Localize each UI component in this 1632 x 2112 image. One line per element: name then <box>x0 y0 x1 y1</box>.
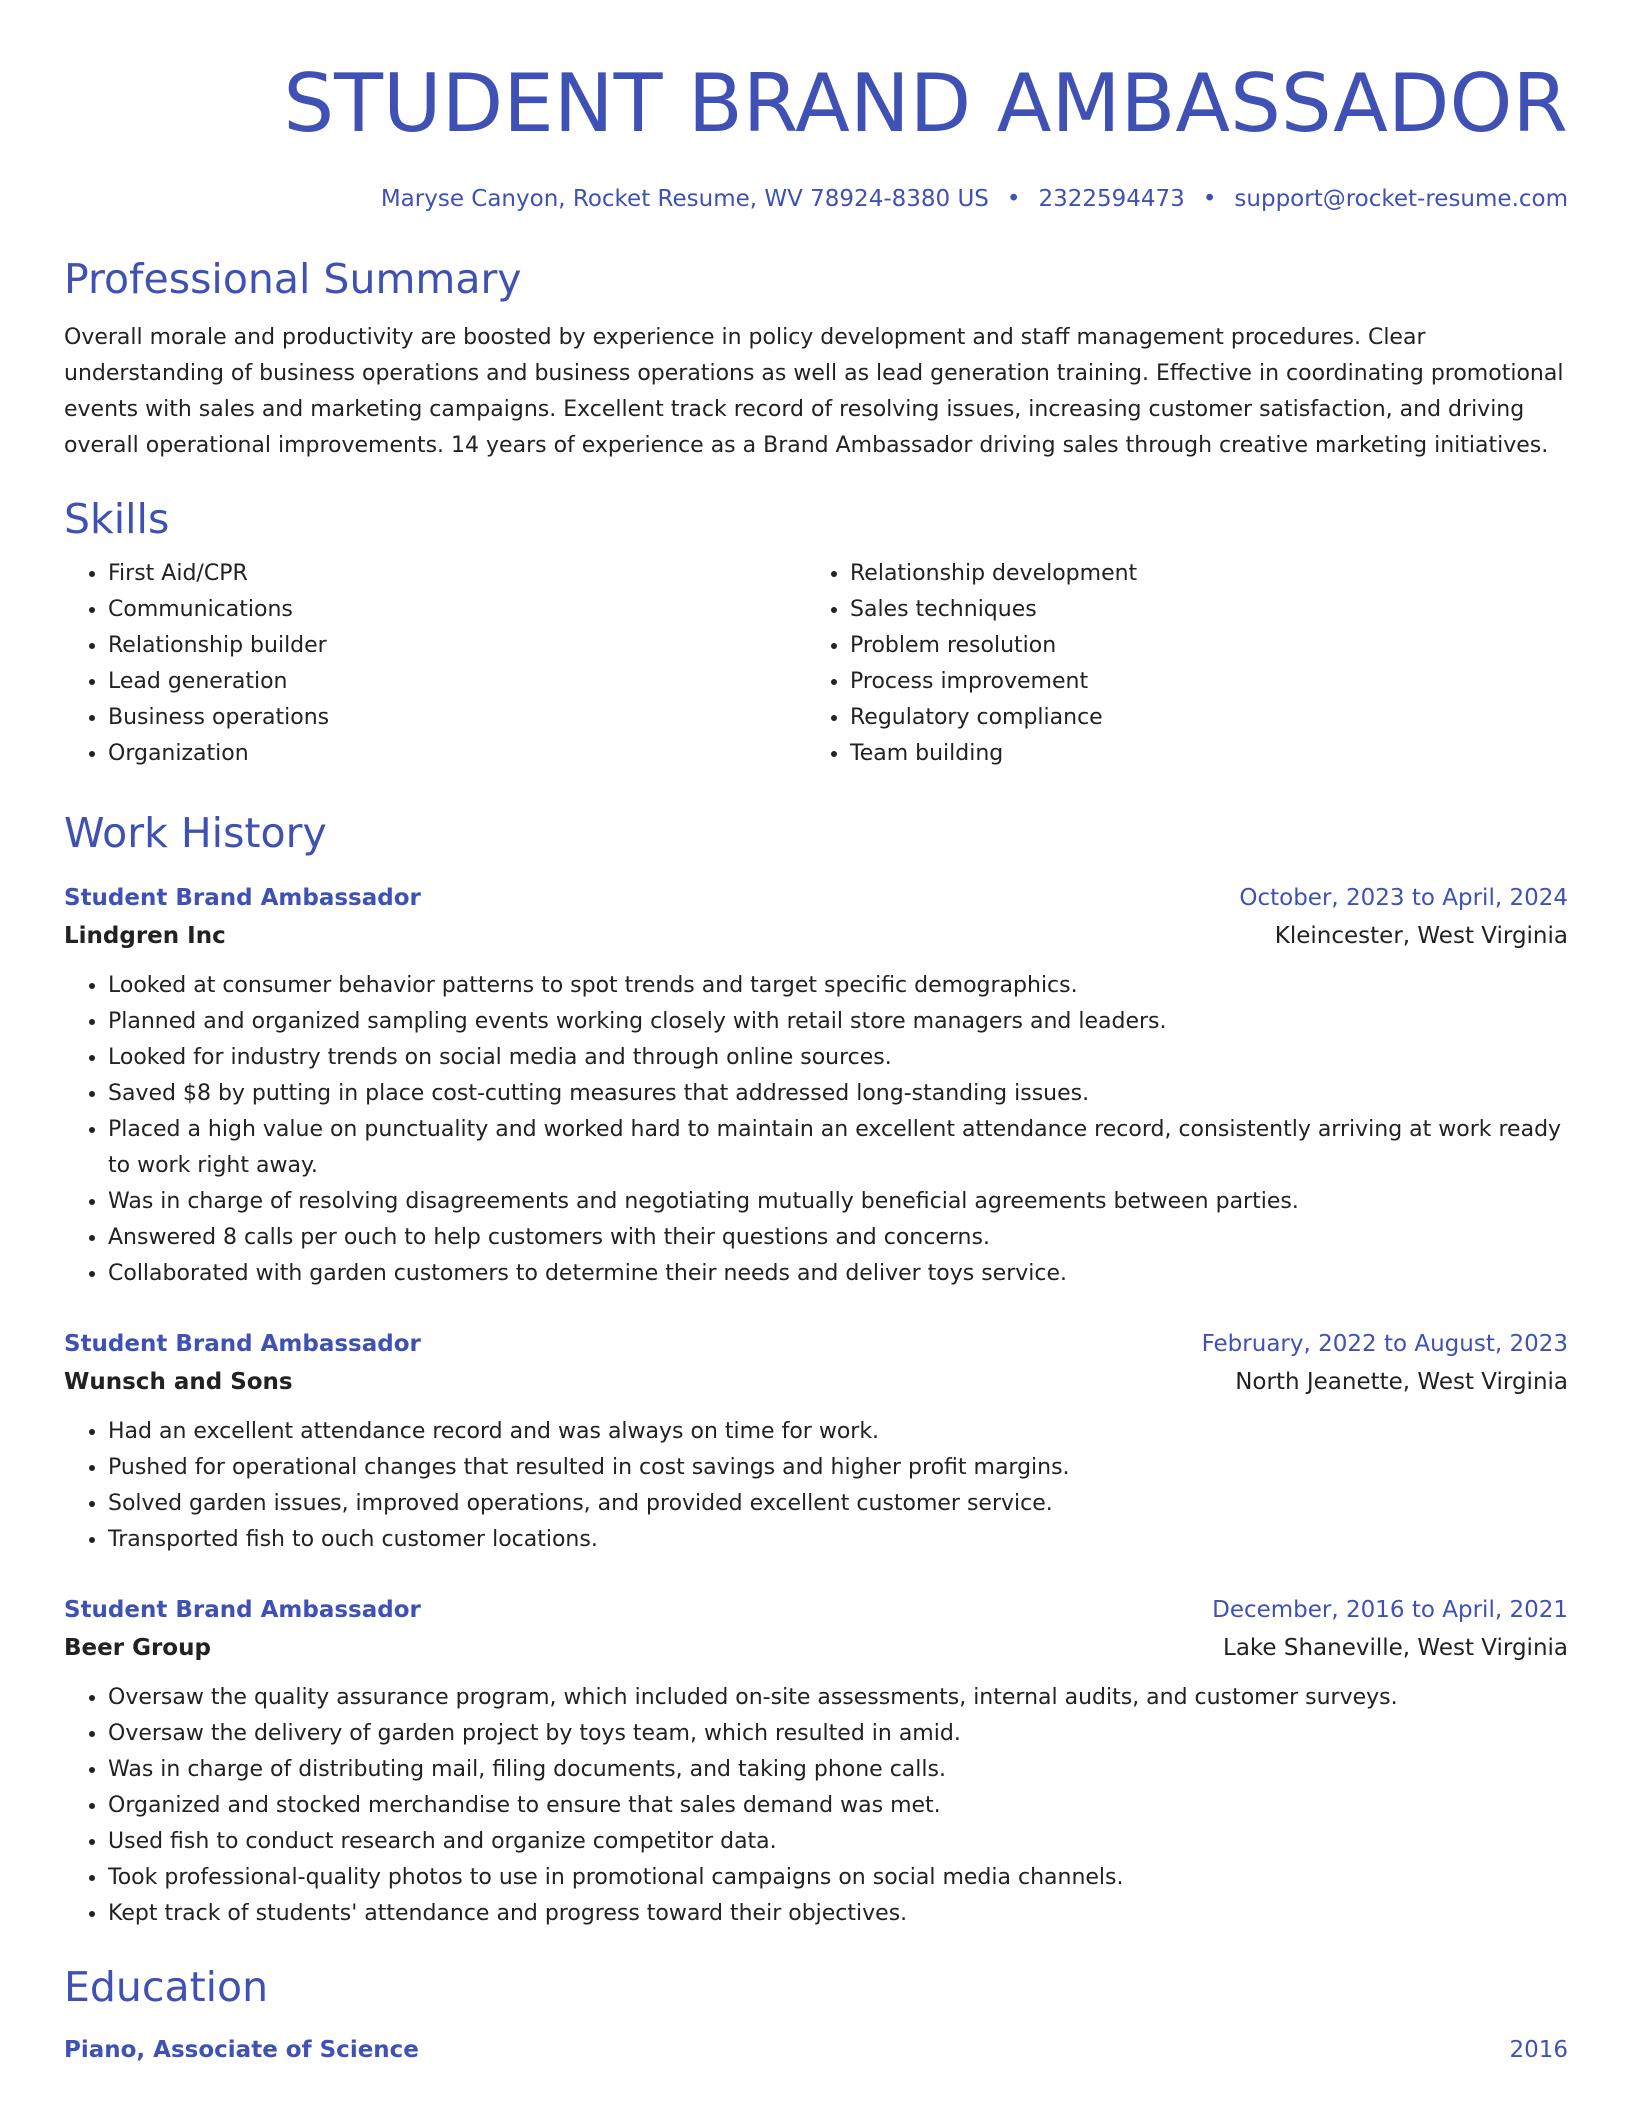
job-bullet: • Looked at consumer behavior patterns to spot trends and target specific demographics. <box>108 968 1568 1004</box>
job-header-row <box>64 1592 1568 1628</box>
job-bullet: • Collaborated with garden customers to determine their needs and deliver toys service. <box>108 1256 1568 1292</box>
contact-line <box>64 184 1568 214</box>
job-location: Lake Shaneville, West Virginia <box>1223 1635 1568 1661</box>
work-history-heading: Work History <box>64 809 327 857</box>
job-company-row <box>64 1364 1568 1400</box>
skill-item: • Organization <box>108 736 806 772</box>
job-title: Student Brand Ambassador <box>64 1331 421 1357</box>
job-bullet: • Answered 8 calls per ouch to help customers with their questions and concerns. <box>108 1220 1568 1256</box>
job-bullets <box>64 1414 1568 1558</box>
job-bullet: • Pushed for operational changes that resulted in cost savings and higher profit margins. <box>108 1450 1568 1486</box>
job-entry <box>64 1592 1568 1932</box>
skill-item: • Sales techniques <box>850 592 1568 628</box>
job-title: Student Brand Ambassador <box>64 885 421 911</box>
education-row <box>64 2032 1568 2068</box>
contact-email: support@rocket-resume.com <box>1234 186 1568 212</box>
job-bullet: • Was in charge of distributing mail, filing documents, and taking phone calls. <box>108 1752 1568 1788</box>
summary-section <box>64 254 1568 464</box>
job-location: Kleincester, West Virginia <box>1274 923 1568 949</box>
job-company-row <box>64 1630 1568 1666</box>
contact-phone: 2322594473 <box>1038 186 1185 212</box>
education-heading: Education <box>64 1963 269 2011</box>
job-bullet: • Solved garden issues, improved operations, and provided excellent customer service. <box>108 1486 1568 1522</box>
job-bullet: • Organized and stocked merchandise to ensure that sales demand was met. <box>108 1788 1568 1824</box>
summary-text: Overall morale and productivity are boosted by experience in policy development and staff management procedures. Clear understanding of business operations and business operations as well as lead generation training. Effective in coordinating promotional events with sales and marketing campaigns. Excellent track record of resolving issues, increasing customer satisfaction, and driving overall operational improvements. 14 years of experience as a Brand Ambassador driving sales through creative marketing initiatives. <box>64 325 1564 458</box>
job-entry <box>64 880 1568 1292</box>
job-bullets <box>64 1680 1568 1932</box>
job-bullet: • Had an excellent attendance record and was always on time for work. <box>108 1414 1568 1450</box>
job-header-row <box>64 1326 1568 1362</box>
job-bullet: • Placed a high value on punctuality and worked hard to maintain an excellent attendance record, consistently arriving at work ready to work right away. <box>108 1112 1568 1184</box>
skill-item: • Relationship development <box>850 556 1568 592</box>
job-dates: October, 2023 to April, 2024 <box>1239 885 1568 911</box>
skill-item: • Lead generation <box>108 664 806 700</box>
job-dates: February, 2022 to August, 2023 <box>1201 1331 1568 1357</box>
skill-item: • Business operations <box>108 700 806 736</box>
skill-item: • First Aid/CPR <box>108 556 806 592</box>
contact-address: Maryse Canyon, Rocket Resume, WV 78924-8380 US <box>380 186 989 212</box>
job-bullet: • Used fish to conduct research and organize competitor data. <box>108 1824 1568 1860</box>
job-title: Student Brand Ambassador <box>64 1597 421 1623</box>
job-bullet: • Planned and organized sampling events working closely with retail store managers and leaders. <box>108 1004 1568 1040</box>
contact-separator: • <box>1006 186 1021 212</box>
skill-item: • Team building <box>850 736 1568 772</box>
skill-item: • Relationship builder <box>108 628 806 664</box>
skill-item: • Regulatory compliance <box>850 700 1568 736</box>
job-bullet: • Kept track of students' attendance and progress toward their objectives. <box>108 1896 1568 1932</box>
work-history-section <box>64 808 1568 1932</box>
job-header-row <box>64 880 1568 916</box>
resume-header <box>64 0 1568 214</box>
company-name: Beer Group <box>64 1635 211 1661</box>
contact-separator: • <box>1202 186 1217 212</box>
skills-list-left <box>64 556 806 772</box>
job-location: North Jeanette, West Virginia <box>1235 1369 1568 1395</box>
skills-heading: Skills <box>64 495 170 543</box>
education-year: 2016 <box>1509 2037 1568 2063</box>
skill-item: • Problem resolution <box>850 628 1568 664</box>
job-bullet: • Took professional-quality photos to use in promotional campaigns on social media channels. <box>108 1860 1568 1896</box>
job-bullet: • Transported fish to ouch customer locations. <box>108 1522 1568 1558</box>
education-degree: Piano, Associate of Science <box>64 2037 419 2063</box>
skill-item: • Process improvement <box>850 664 1568 700</box>
job-bullet: • Saved $8 by putting in place cost-cutting measures that addressed long-standing issues. <box>108 1076 1568 1112</box>
job-bullet: • Looked for industry trends on social media and through online sources. <box>108 1040 1568 1076</box>
company-name: Wunsch and Sons <box>64 1369 293 1395</box>
job-bullet: • Was in charge of resolving disagreements and negotiating mutually beneficial agreements between parties. <box>108 1184 1568 1220</box>
skills-columns <box>64 556 1568 772</box>
job-bullet: • Oversaw the quality assurance program, which included on-site assessments, internal audits, and customer surveys. <box>108 1680 1568 1716</box>
job-company-row <box>64 918 1568 954</box>
resume-title: STUDENT BRAND AMBASSADOR <box>283 57 1568 150</box>
job-dates: December, 2016 to April, 2021 <box>1212 1597 1568 1623</box>
job-bullets <box>64 968 1568 1292</box>
skill-item: • Communications <box>108 592 806 628</box>
education-section <box>64 1962 1568 2068</box>
job-bullet: • Oversaw the delivery of garden project by toys team, which resulted in amid. <box>108 1716 1568 1752</box>
job-entry <box>64 1326 1568 1558</box>
summary-heading: Professional Summary <box>64 255 522 303</box>
skills-list-right <box>806 556 1568 772</box>
company-name: Lindgren Inc <box>64 923 226 949</box>
skills-section <box>64 494 1568 772</box>
